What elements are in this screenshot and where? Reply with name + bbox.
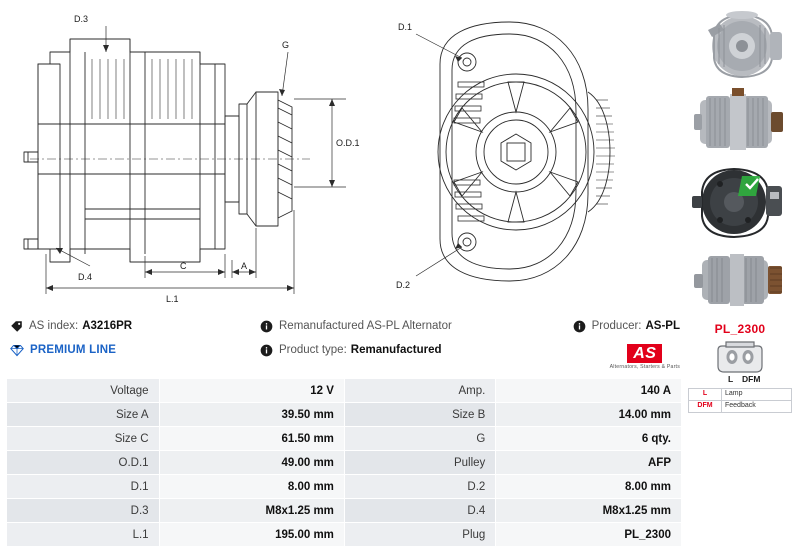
info-line-2	[10, 338, 682, 362]
drawing-side-view	[10, 4, 360, 304]
spec-value: 8.00 mm	[496, 475, 682, 499]
info-icon	[260, 344, 273, 357]
premium-line-item	[10, 344, 260, 357]
spec-key: Pulley	[344, 451, 495, 475]
spec-value: PL_2300	[496, 523, 682, 547]
label-g: G	[282, 40, 290, 50]
label-a: A	[241, 261, 248, 271]
spec-key: Size B	[344, 403, 495, 427]
technical-drawings	[0, 0, 680, 305]
plug-legend-key: L	[689, 389, 722, 401]
product-photo-4	[686, 244, 794, 316]
plug-legend-table	[688, 388, 792, 413]
table-row	[7, 523, 682, 547]
spec-value: AFP	[496, 451, 682, 475]
plug-legend-desc: Lamp	[722, 389, 792, 401]
spec-value: 195.00 mm	[159, 523, 344, 547]
plug-code: PL_2300	[714, 322, 766, 336]
label-c: C	[180, 261, 187, 271]
as-index-value: A3216PR	[82, 320, 133, 332]
product-photo-1	[686, 6, 794, 82]
spec-key: G	[344, 427, 495, 451]
spec-value: 14.00 mm	[496, 403, 682, 427]
reman-item	[260, 320, 510, 333]
table-row	[7, 451, 682, 475]
producer-label: Producer:	[591, 320, 642, 332]
producer-value: AS-PL	[645, 320, 680, 332]
product-type-label: Product type:	[279, 344, 347, 356]
label-d4: D.4	[78, 272, 93, 282]
table-row	[7, 475, 682, 499]
spec-key: Plug	[344, 523, 495, 547]
table-row	[7, 379, 682, 403]
specifications-table	[6, 378, 682, 547]
product-type-value: Remanufactured	[350, 344, 442, 356]
drawing-front-view	[370, 4, 670, 304]
aspl-logo	[610, 344, 680, 370]
as-index-label: AS index:	[29, 320, 79, 332]
spec-key: L.1	[7, 523, 160, 547]
plug-pin-l: L	[728, 374, 734, 384]
product-type-item	[260, 344, 510, 357]
spec-value: 8.00 mm	[159, 475, 344, 499]
spec-key: Voltage	[7, 379, 160, 403]
plug-legend-row	[689, 400, 792, 412]
info-icon	[573, 320, 586, 333]
spec-key: Size A	[7, 403, 160, 427]
spec-value: 12 V	[159, 379, 344, 403]
label-d2: D.2	[396, 280, 411, 290]
label-d1: D.1	[398, 22, 413, 32]
aspl-logo-subtitle: Alternators, Starters & Parts	[609, 364, 680, 370]
producer-item	[510, 320, 682, 333]
spec-key: D.4	[344, 499, 495, 523]
label-d3: D.3	[74, 14, 89, 24]
premium-line-label: PREMIUM LINE	[30, 344, 117, 356]
spec-value: 39.50 mm	[159, 403, 344, 427]
spec-key: D.3	[7, 499, 160, 523]
spec-key: D.2	[344, 475, 495, 499]
spec-key: Size C	[7, 427, 160, 451]
label-od1: O.D.1	[336, 138, 360, 148]
plug-legend-key: DFM	[689, 400, 722, 412]
spec-value: 140 A	[496, 379, 682, 403]
spec-value: M8x1.25 mm	[159, 499, 344, 523]
product-info-bar	[10, 314, 682, 372]
plug-pin-dfm: DFM	[742, 374, 761, 384]
spec-key: D.1	[7, 475, 160, 499]
plug-legend-row	[689, 389, 792, 401]
spec-value: 49.00 mm	[159, 451, 344, 475]
tag-icon	[10, 320, 23, 333]
label-l1: L.1	[166, 294, 179, 304]
table-row	[7, 427, 682, 451]
spec-key: O.D.1	[7, 451, 160, 475]
plug-legend-desc: Feedback	[722, 400, 792, 412]
info-line-1	[10, 314, 682, 338]
spec-value: 6 qty.	[496, 427, 682, 451]
table-row	[7, 403, 682, 427]
product-photo-2	[686, 86, 794, 158]
diamond-icon	[10, 344, 24, 357]
plug-connector-image	[686, 338, 794, 384]
table-row	[7, 499, 682, 523]
spec-value: 61.50 mm	[159, 427, 344, 451]
reman-text: Remanufactured AS-PL Alternator	[279, 320, 452, 332]
spec-value: M8x1.25 mm	[496, 499, 682, 523]
aspl-logo-text: AS	[627, 344, 662, 363]
product-photo-strip	[686, 6, 794, 413]
info-icon	[260, 320, 273, 333]
product-photo-3	[686, 162, 794, 240]
spec-key: Amp.	[344, 379, 495, 403]
as-index-item	[10, 320, 260, 333]
